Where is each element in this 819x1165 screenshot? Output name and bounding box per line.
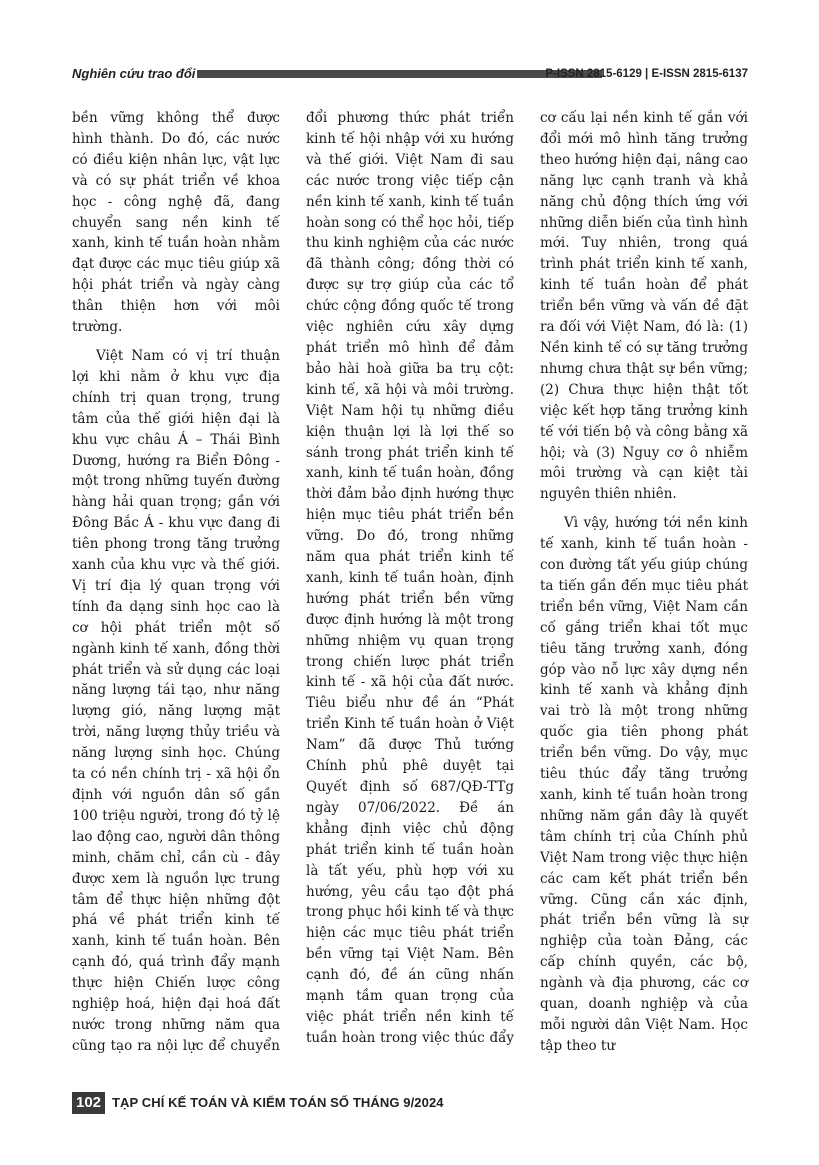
- header-rule: [197, 70, 602, 78]
- journal-title: TẠP CHÍ KẾ TOÁN VÀ KIỂM TOÁN SỐ THÁNG 9/2024: [112, 1095, 444, 1110]
- paragraph-3: Vì vậy, hướng tới nền kinh tế xanh, kinh tế tuần hoàn - con đường tất yếu giúp chúng ta tiến gần đến mục tiêu phát triển bền vững, Việt Nam cần cố gắng triển khai tốt mục tiêu tăng trưởng xanh, đóng góp vào nỗ lực xây dựng nền kinh tế xanh và khẳng định vai trò là một trong những quốc gia tiên phong phát triển bền vững. Do vậy, mục tiêu thúc đẩy tăng trưởng xanh, kinh tế tuần hoàn trong những năm gần đây là quyết tâm chính trị của Chính phủ Việt Nam trong việc thực hiện các cam kết phát triển bền vững. Cũng cần xác định, phát triển bền vững là sự nghiệp của toàn Đảng, các cấp chính quyền, các bộ, ngành và địa phương, các cơ quan, doanh nghiệp và của mỗi người dân Việt Nam. Học tập theo tư: [540, 515, 748, 1054]
- article-body: [72, 108, 748, 1064]
- running-header: [72, 64, 748, 84]
- paragraph-1: bền vững không thể được hình thành. Do đó, các nước có điều kiện nhân lực, vật lực và có sự phát triển về khoa học - công nghệ đã, đang chuyển sang nền kinh tế xanh, kinh tế tuần hoàn nhằm đạt được các mục tiêu giúp xã hội phát triển và ngày càng thân thiện hơn với môi trường.: [72, 110, 280, 336]
- issn-label: P-ISSN 2815-6129 | E-ISSN 2815-6137: [545, 68, 748, 80]
- running-footer: [72, 1092, 748, 1114]
- paragraph-2: Việt Nam có vị trí thuận lợi khi nằm ở khu vực địa chính trị quan trọng, trung tâm của thế giới hiện đại là khu vực châu Á – Thái Bình Dương, hướng ra Biển Đông - một trong những tuyến đường hàng hải quan trọng; gần với Đông Bắc Á - khu vực đang đi tiên phong trong tăng trưởng xanh của khu vực và thế giới. Vị trí địa lý quan trọng với tính đa dạng sinh học cao là cơ hội phát triển một số ngành kinh tế xanh, đồng thời phát triển và sử dụng các loại năng lượng tái tạo, như năng lượng gió, năng lượng mặt trời, năng lượng thủy triều và năng lượng sinh học. Chúng ta có nền chính trị - xã hội ổn định với nguồn dân số gần 100 triệu người, trong đó tỷ lệ lao động cao, người dân thông minh, chăm chỉ, cần cù - đây được xem là nguồn lực trung tâm để thực hiện những đột phá về phát triển kinh tế xanh, kinh tế tuần hoàn. Bên cạnh đó, quá trình đẩy mạnh thực hiện Chiến lược công nghiệp hoá, hiện đại hoá đất nước trong những năm qua cũng tạo ra nội lực để chuyển đổi phương thức phát triển kinh tế hội nhập với xu hướng và thế giới. Việt Nam đi sau các nước trong việc tiếp cận nền kinh tế xanh, kinh tế tuần hoàn song có thể học hỏi, tiếp thu kinh nghiệm của các nước đã thành công; đồng thời có được sự trợ giúp của các tổ chức cộng đồng quốc tế trong việc nghiên cứu xây dựng phát triển mô hình để đảm bảo hài hoà giữa ba trụ cột: kinh tế, xã hội và môi trường. Việt Nam hội tụ những điều kiện thuận lợi là lợi thế so sánh trong phát triển kinh tế xanh, kinh tế tuần hoàn, đồng thời đảm bảo định hướng thực hiện mục tiêu phát triển bền vững. Do đó, trong những năm qua phát triển kinh tế xanh, kinh tế tuần hoàn, định hướng phát triển bền vững được định hướng là một trong những nhiệm vụ quan trọng trong chiến lược phát triển kinh tế - xã hội của đất nước. Tiêu biểu như đề án “Phát triển Kinh tế tuần hoàn ở Việt Nam” đã được Thủ tướng Chính phủ phê duyệt tại Quyết định số 687/QĐ-TTg ngày 07/06/2022. Đề án khẳng định việc chủ động phát triển kinh tế tuần hoàn là tất yếu, phù hợp với xu hướng, yêu cầu tạo đột phá trong phục hồi kinh tế và thực hiện các mục tiêu phát triển bền vững tại Việt Nam. Bên cạnh đó, đề án cũng nhấn mạnh tầm quan trọng của việc phát triển nền kinh tế tuần hoàn trong việc thúc đẩy cơ cấu lại nền kinh tế gắn với đổi mới mô hình tăng trưởng theo hướng hiện đại, nâng cao năng lực cạnh tranh và khả năng chủ động thích ứng với những diễn biến của tình hình mới. Tuy nhiên, trong quá trình phát triển kinh tế xanh, kinh tế tuần hoàn để phát triển bền vững và vấn đề đặt ra đối với Việt Nam, đó là: (1) Nền kinh tế có sự tăng trưởng nhưng chưa thật sự bền vững; (2) Chưa thực hiện thật tốt việc kết hợp tăng trưởng kinh tế với tiến bộ và công bằng xã hội; và (3) Nguy cơ ô nhiễm môi trường và cạn kiệt tài nguyên thiên nhiên.: [72, 110, 748, 1054]
- page-number: 102: [72, 1092, 105, 1114]
- section-label: Nghiên cứu trao đổi: [72, 66, 196, 81]
